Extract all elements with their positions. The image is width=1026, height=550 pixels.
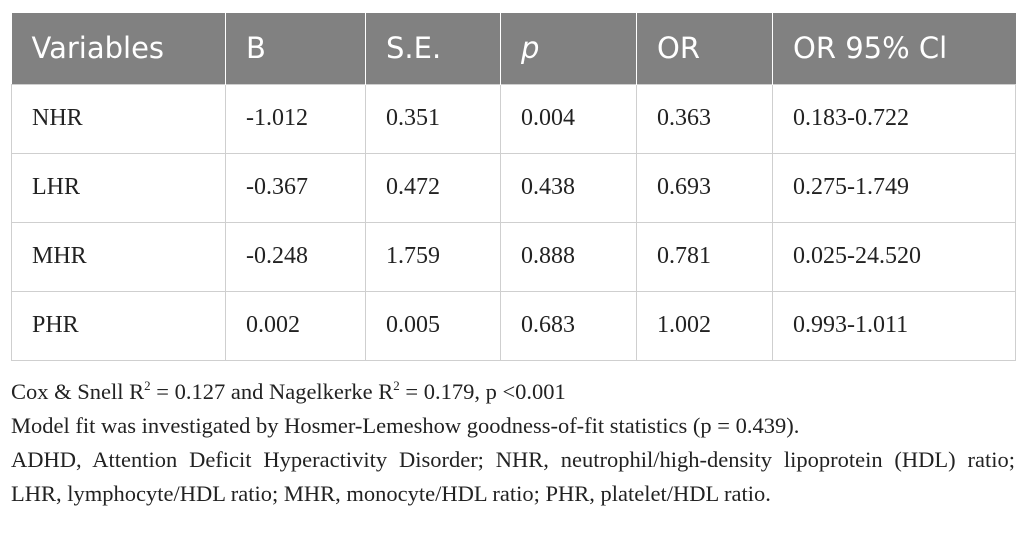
header-or: OR [637, 13, 773, 84]
table-footnotes [11, 375, 1015, 511]
cell-or: 0.363 [637, 84, 773, 153]
cell-se: 0.005 [366, 291, 501, 360]
cell-or-ci: 0.183-0.722 [773, 84, 1016, 153]
footnote-model-r2 [11, 375, 1015, 409]
cell-se: 1.759 [366, 222, 501, 291]
superscript: 2 [393, 377, 400, 393]
cell-p: 0.683 [501, 291, 637, 360]
table-row [12, 153, 1016, 222]
cell-p: 0.004 [501, 84, 637, 153]
cell-variable: MHR [12, 222, 226, 291]
cell-or-ci: 0.025-24.520 [773, 222, 1016, 291]
header-or-ci: OR 95% Cl [773, 13, 1016, 84]
header-se: S.E. [366, 13, 501, 84]
table-row [12, 84, 1016, 153]
cell-p: 0.888 [501, 222, 637, 291]
cell-b: 0.002 [226, 291, 366, 360]
table-row [12, 291, 1016, 360]
cell-variable: LHR [12, 153, 226, 222]
table-row [12, 222, 1016, 291]
cell-variable: PHR [12, 291, 226, 360]
header-p: p [501, 13, 637, 84]
cell-se: 0.351 [366, 84, 501, 153]
cell-or: 0.693 [637, 153, 773, 222]
cell-b: -1.012 [226, 84, 366, 153]
cell-or-ci: 0.275-1.749 [773, 153, 1016, 222]
table-container [11, 13, 1015, 511]
footnote-text: = 0.127 and Nagelkerke R [150, 378, 394, 404]
table-header-row [12, 13, 1016, 84]
cell-p: 0.438 [501, 153, 637, 222]
cell-variable: NHR [12, 84, 226, 153]
footnote-text: Cox & Snell R [11, 378, 145, 404]
cell-b: -0.248 [226, 222, 366, 291]
cell-or-ci: 0.993-1.011 [773, 291, 1016, 360]
footnote-text: = 0.179, p <0.001 [399, 378, 566, 404]
cell-or: 0.781 [637, 222, 773, 291]
footnote-model-fit: Model fit was investigated by Hosmer-Lemeshow goodness-of-fit statistics (p = 0.439). [11, 412, 800, 438]
cell-or: 1.002 [637, 291, 773, 360]
cell-se: 0.472 [366, 153, 501, 222]
header-b: B [226, 13, 366, 84]
cell-b: -0.367 [226, 153, 366, 222]
header-variables: Variables [12, 13, 226, 84]
regression-table [11, 13, 1016, 361]
superscript: 2 [144, 377, 151, 393]
footnote-abbreviations: ADHD, Attention Deficit Hyperactivity Disorder; NHR, neutrophil/high-density lipoprotein (HDL) ratio; LHR, lymphocyte/HDL ratio; MHR, monocyte/HDL ratio; PHR, platelet/HDL ratio. [11, 446, 1015, 506]
